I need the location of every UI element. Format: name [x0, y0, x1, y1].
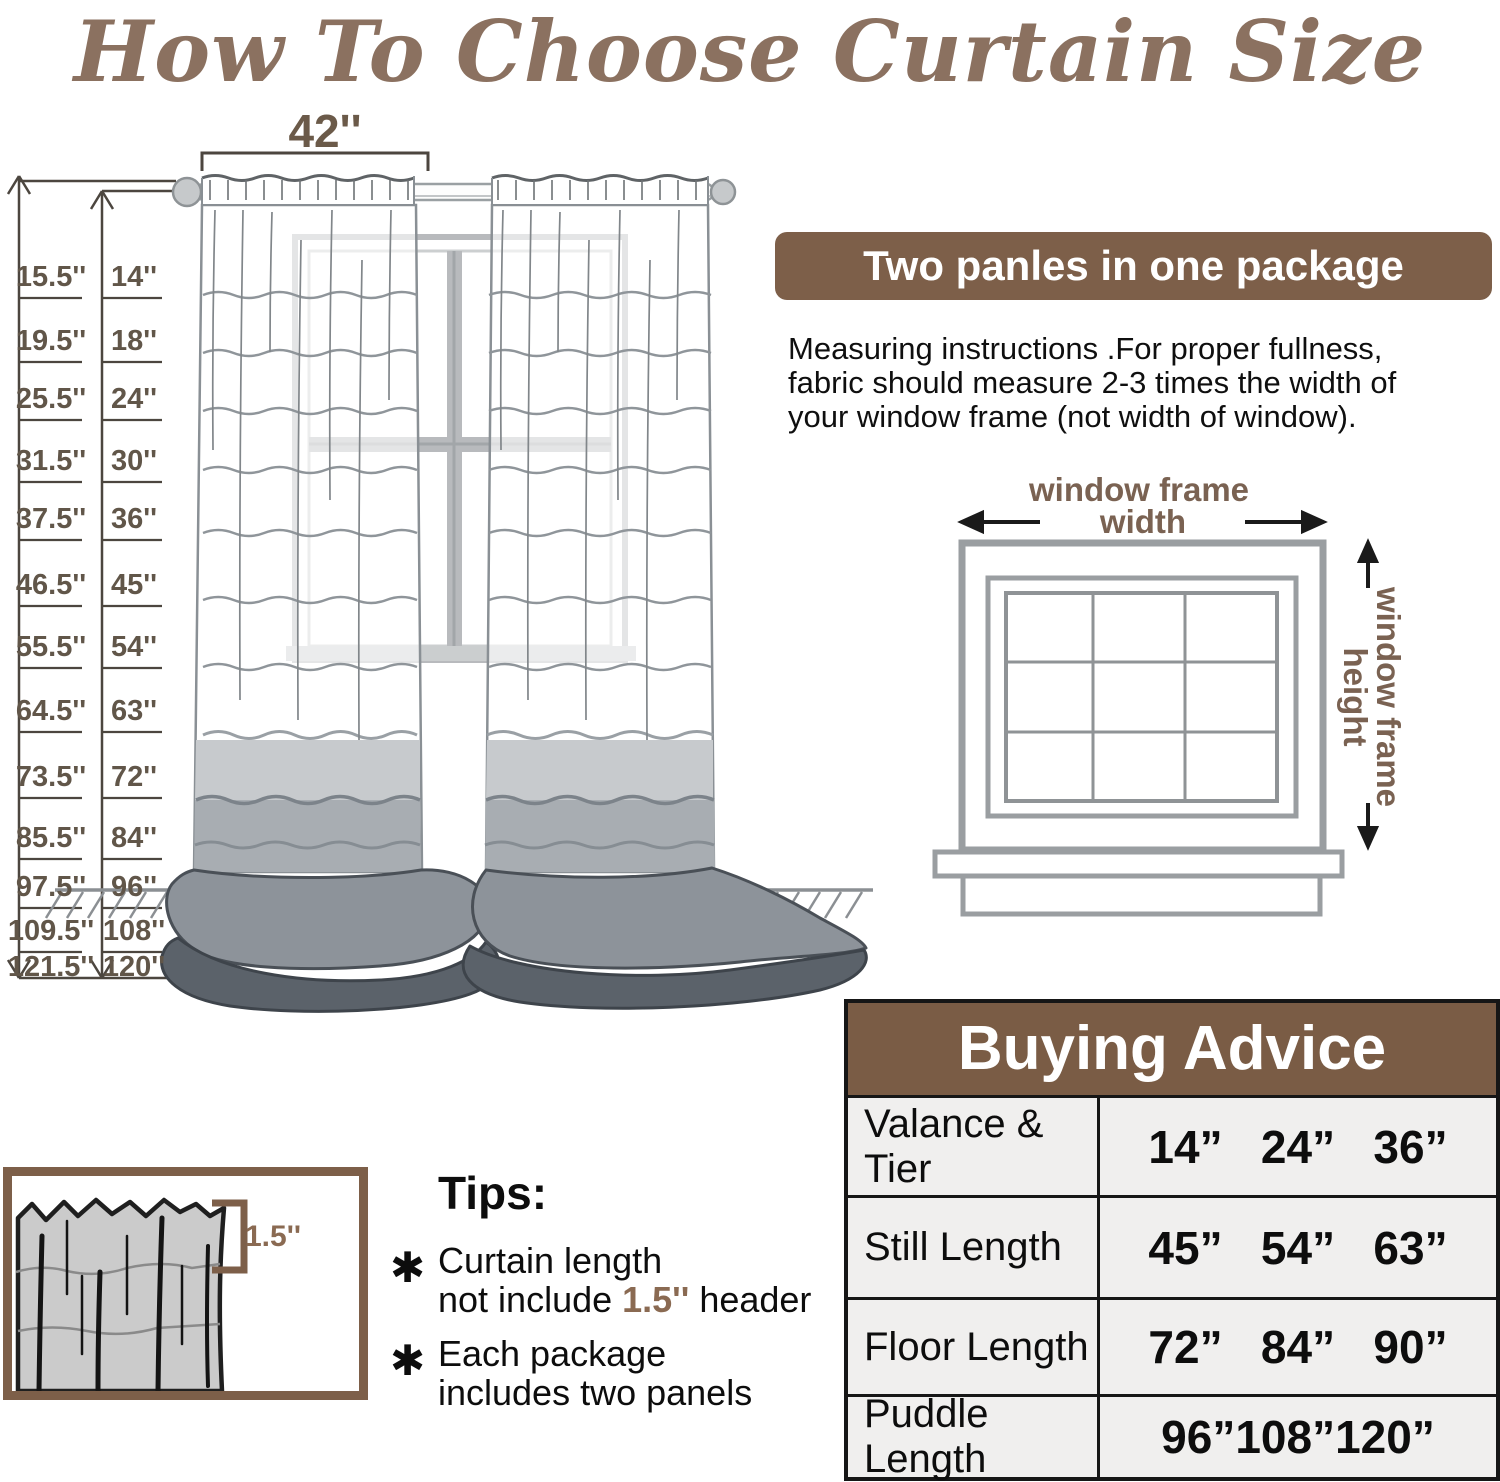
header-size-label: 1.5'' — [245, 1220, 301, 1253]
window-frame-diagram — [920, 465, 1410, 935]
tip-1-line-2 — [438, 1280, 811, 1319]
table-row — [848, 1195, 1496, 1297]
window-frame-height-label-line2: height — [1337, 647, 1374, 747]
table-row — [848, 1297, 1496, 1394]
tip-1-line-2-suffix: header — [689, 1279, 812, 1320]
curtain-length-label: 63'' — [110, 695, 158, 727]
total-length-label: 64.5'' — [15, 695, 87, 727]
tip-1-line-1: Curtain length — [438, 1240, 663, 1281]
row-values: 14” 24” 36” — [1148, 1120, 1448, 1173]
tip-2-line-2: includes two panels — [438, 1372, 753, 1413]
window-drawing — [935, 543, 1342, 914]
row-label: Still Length — [848, 1198, 1100, 1297]
total-length-label: 85.5'' — [15, 822, 87, 854]
measuring-line-2: fabric should measure 2-3 times the width of — [788, 365, 1397, 400]
curtain-puddles — [162, 868, 867, 1011]
curtain-length-label: 84'' — [110, 822, 158, 854]
buying-advice-title: Buying Advice — [848, 1003, 1496, 1095]
rod-finial-left — [173, 178, 201, 206]
window-frame-height-label-line1: window frame — [1370, 586, 1407, 808]
asterisk-bullet-icon: ✱ — [390, 1244, 426, 1291]
curtain-length-label: 54'' — [110, 631, 158, 663]
total-length-label: 46.5'' — [15, 569, 87, 601]
curtain-length-label: 45'' — [110, 569, 158, 601]
curtain-length-label: 30'' — [110, 445, 158, 477]
curtain-header-drawing — [12, 1176, 359, 1391]
total-length-label: 15.5'' — [15, 261, 87, 293]
curtain-length-label: 120'' — [102, 951, 166, 983]
tip-1-line-2-highlight: 1.5'' — [622, 1279, 690, 1320]
row-values: 72” 84” 90” — [1148, 1321, 1448, 1373]
rod-finial-right — [711, 180, 735, 204]
curtain-length-label: 14'' — [110, 261, 158, 293]
total-length-label: 109.5'' — [7, 915, 95, 947]
tip-1-line-2-prefix: not include — [438, 1279, 623, 1320]
measuring-instructions — [788, 332, 1494, 434]
total-length-label: 25.5'' — [15, 383, 87, 415]
total-length-label: 19.5'' — [15, 325, 87, 357]
total-length-label: 31.5'' — [15, 445, 87, 477]
table-row — [848, 1392, 1496, 1481]
tip-2-line-1: Each package — [438, 1333, 667, 1374]
curtain-panels — [162, 176, 867, 1012]
page-title: How To Choose Curtain Size — [73, 2, 1427, 101]
row-values: 45” 54” 63” — [1148, 1221, 1448, 1274]
curtain-length-label: 96'' — [110, 871, 158, 903]
measuring-line-1: Measuring instructions .For proper fullness, — [788, 331, 1383, 366]
row-label: Valance & Tier — [848, 1098, 1100, 1195]
measuring-line-3: your window frame (not width of window). — [788, 399, 1357, 434]
total-length-label: 97.5'' — [15, 871, 87, 903]
buying-advice-table — [844, 999, 1500, 1481]
tips-heading: Tips: — [438, 1167, 548, 1219]
window-frame-width-label-line2: width — [1099, 503, 1187, 540]
row-label: Floor Length — [848, 1300, 1100, 1394]
curtain-length-label: 24'' — [110, 383, 158, 415]
curtain-length-label: 108'' — [102, 915, 166, 947]
asterisk-bullet-icon: ✱ — [390, 1337, 426, 1384]
table-row — [848, 1095, 1496, 1195]
window-frame-width-label-line1: window frame — [1028, 471, 1250, 508]
panel-width-label: 42'' — [288, 105, 362, 157]
total-length-label: 37.5'' — [15, 503, 87, 535]
curtain-length-label: 72'' — [110, 761, 158, 793]
package-banner: Two panles in one package — [775, 232, 1492, 300]
total-length-label: 55.5'' — [15, 631, 87, 663]
total-length-label: 73.5'' — [15, 761, 87, 793]
curtain-length-label: 36'' — [110, 503, 158, 535]
row-values: 96”108”120” — [1161, 1411, 1435, 1463]
row-label: Puddle Length — [848, 1397, 1100, 1477]
total-length-label: 121.5'' — [7, 951, 95, 983]
curtain-length-label: 18'' — [110, 325, 158, 357]
